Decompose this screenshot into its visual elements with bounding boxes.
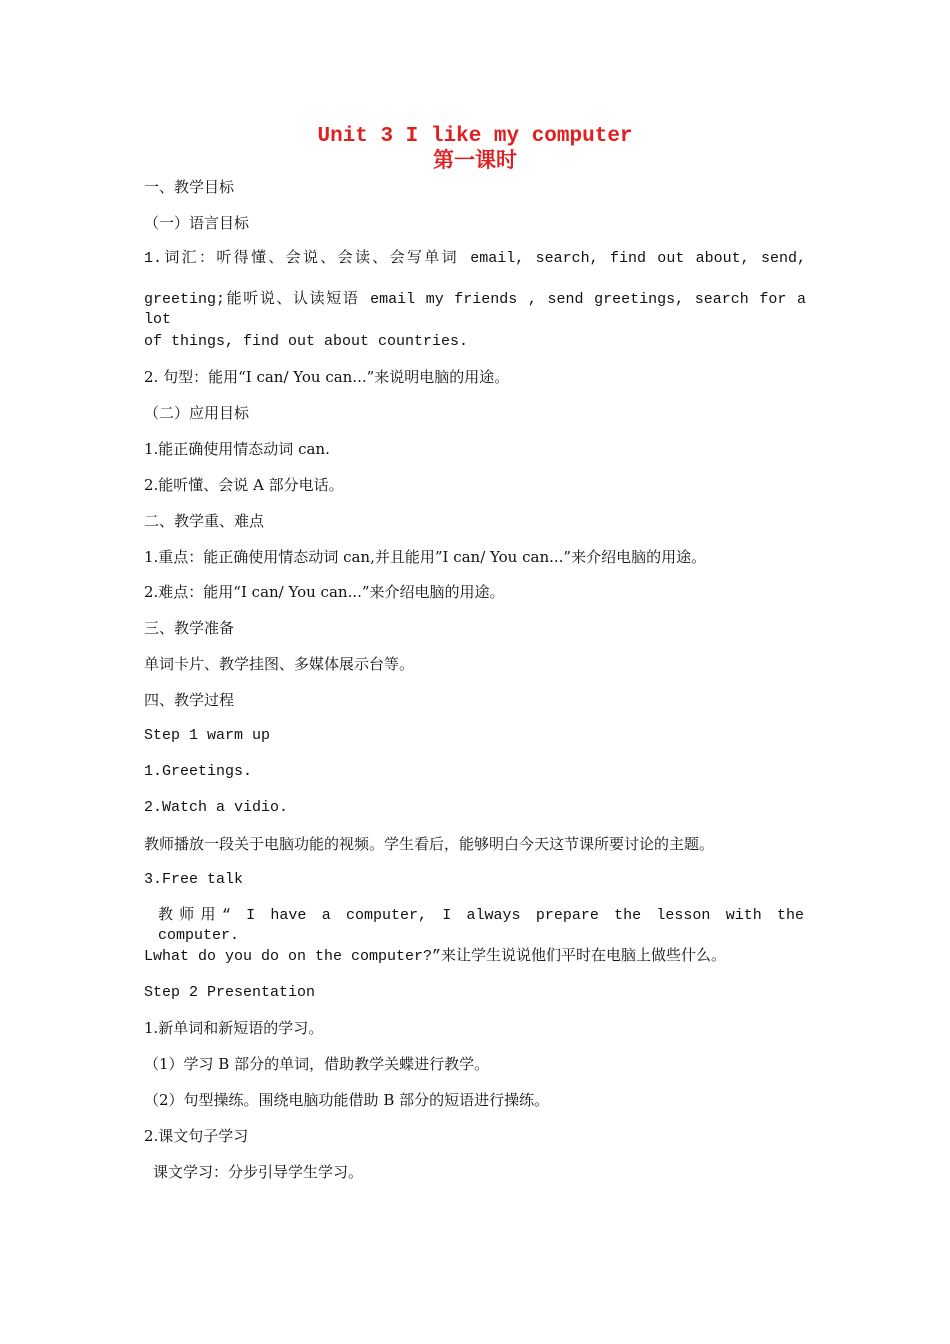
body-line-free-talk-detail-1: 教师用“ I have a computer, I always prepare the lesson with the computer. bbox=[158, 907, 804, 944]
body-line-application-2: 2.能听懂、会说 A 部分电话。 bbox=[144, 476, 344, 494]
body-line-free-talk-detail-2: Lwhat do you do on the computer?”来让学生说说他们平时在电脑上做些什么。 bbox=[144, 948, 727, 965]
body-line-free-talk: 3.Free talk bbox=[144, 871, 244, 888]
body-line-text-learning: 课文学习：分步引导学生学习。 bbox=[153, 1163, 364, 1181]
body-line-vocabulary-3: of things, find out about countries. bbox=[144, 333, 469, 350]
body-line-greetings: 1.Greetings. bbox=[144, 763, 253, 780]
body-line-watch-video: 2.Watch a vidio. bbox=[144, 799, 289, 816]
section-heading-key-points: 二、教学重、难点 bbox=[144, 512, 265, 530]
body-line-new-words-1: （1）学习 B 部分的单词，借助教学关蝶进行教学。 bbox=[144, 1055, 490, 1073]
subsection-heading-language: （一）语言目标 bbox=[144, 214, 250, 232]
body-line-text-sentences: 2.课文句子学习 bbox=[144, 1127, 249, 1145]
document-subtitle: 第一课时 bbox=[433, 151, 517, 174]
document-title: Unit 3 I like my computer bbox=[317, 125, 633, 148]
body-line-preparation: 单词卡片、教学挂图、多媒体展示台等。 bbox=[144, 655, 415, 673]
step-heading-warm-up: Step 1 warm up bbox=[144, 727, 271, 744]
section-heading-objectives: 一、教学目标 bbox=[144, 178, 235, 196]
subsection-heading-application: （二）应用目标 bbox=[144, 404, 250, 422]
body-line-key-point: 1.重点：能正确使用情态动词 can,并且能用”I can/ You can...”来介绍电脑的用途。 bbox=[144, 548, 707, 566]
section-heading-preparation: 三、教学准备 bbox=[144, 619, 235, 637]
body-line-new-words-2: （2）句型操练。围绕电脑功能借助 B 部分的短语进行操练。 bbox=[144, 1091, 550, 1109]
body-line-difficulty: 2.难点：能用“I can/ You can...”来介绍电脑的用途。 bbox=[144, 583, 505, 601]
body-line-vocabulary-1: 1.词汇：听得懂、会说、会读、会写单词 email, search, find out about, send, bbox=[144, 250, 806, 267]
body-line-sentence-pattern: 2. 句型：能用“I can/ You can...”来说明电脑的用途。 bbox=[144, 368, 510, 386]
body-line-vocabulary-2: greeting;能听说、认读短语 email my friends , send greetings, search for a lot bbox=[144, 291, 806, 328]
body-line-application-1: 1.能正确使用情态动词 can. bbox=[144, 440, 330, 458]
body-line-video-description: 教师播放一段关于电脑功能的视频。学生看后，能够明白今天这节课所要讨论的主题。 bbox=[144, 835, 715, 853]
step-heading-presentation: Step 2 Presentation bbox=[144, 984, 316, 1001]
body-line-new-words: 1.新单词和新短语的学习。 bbox=[144, 1019, 324, 1037]
section-heading-procedure: 四、教学过程 bbox=[144, 691, 235, 709]
